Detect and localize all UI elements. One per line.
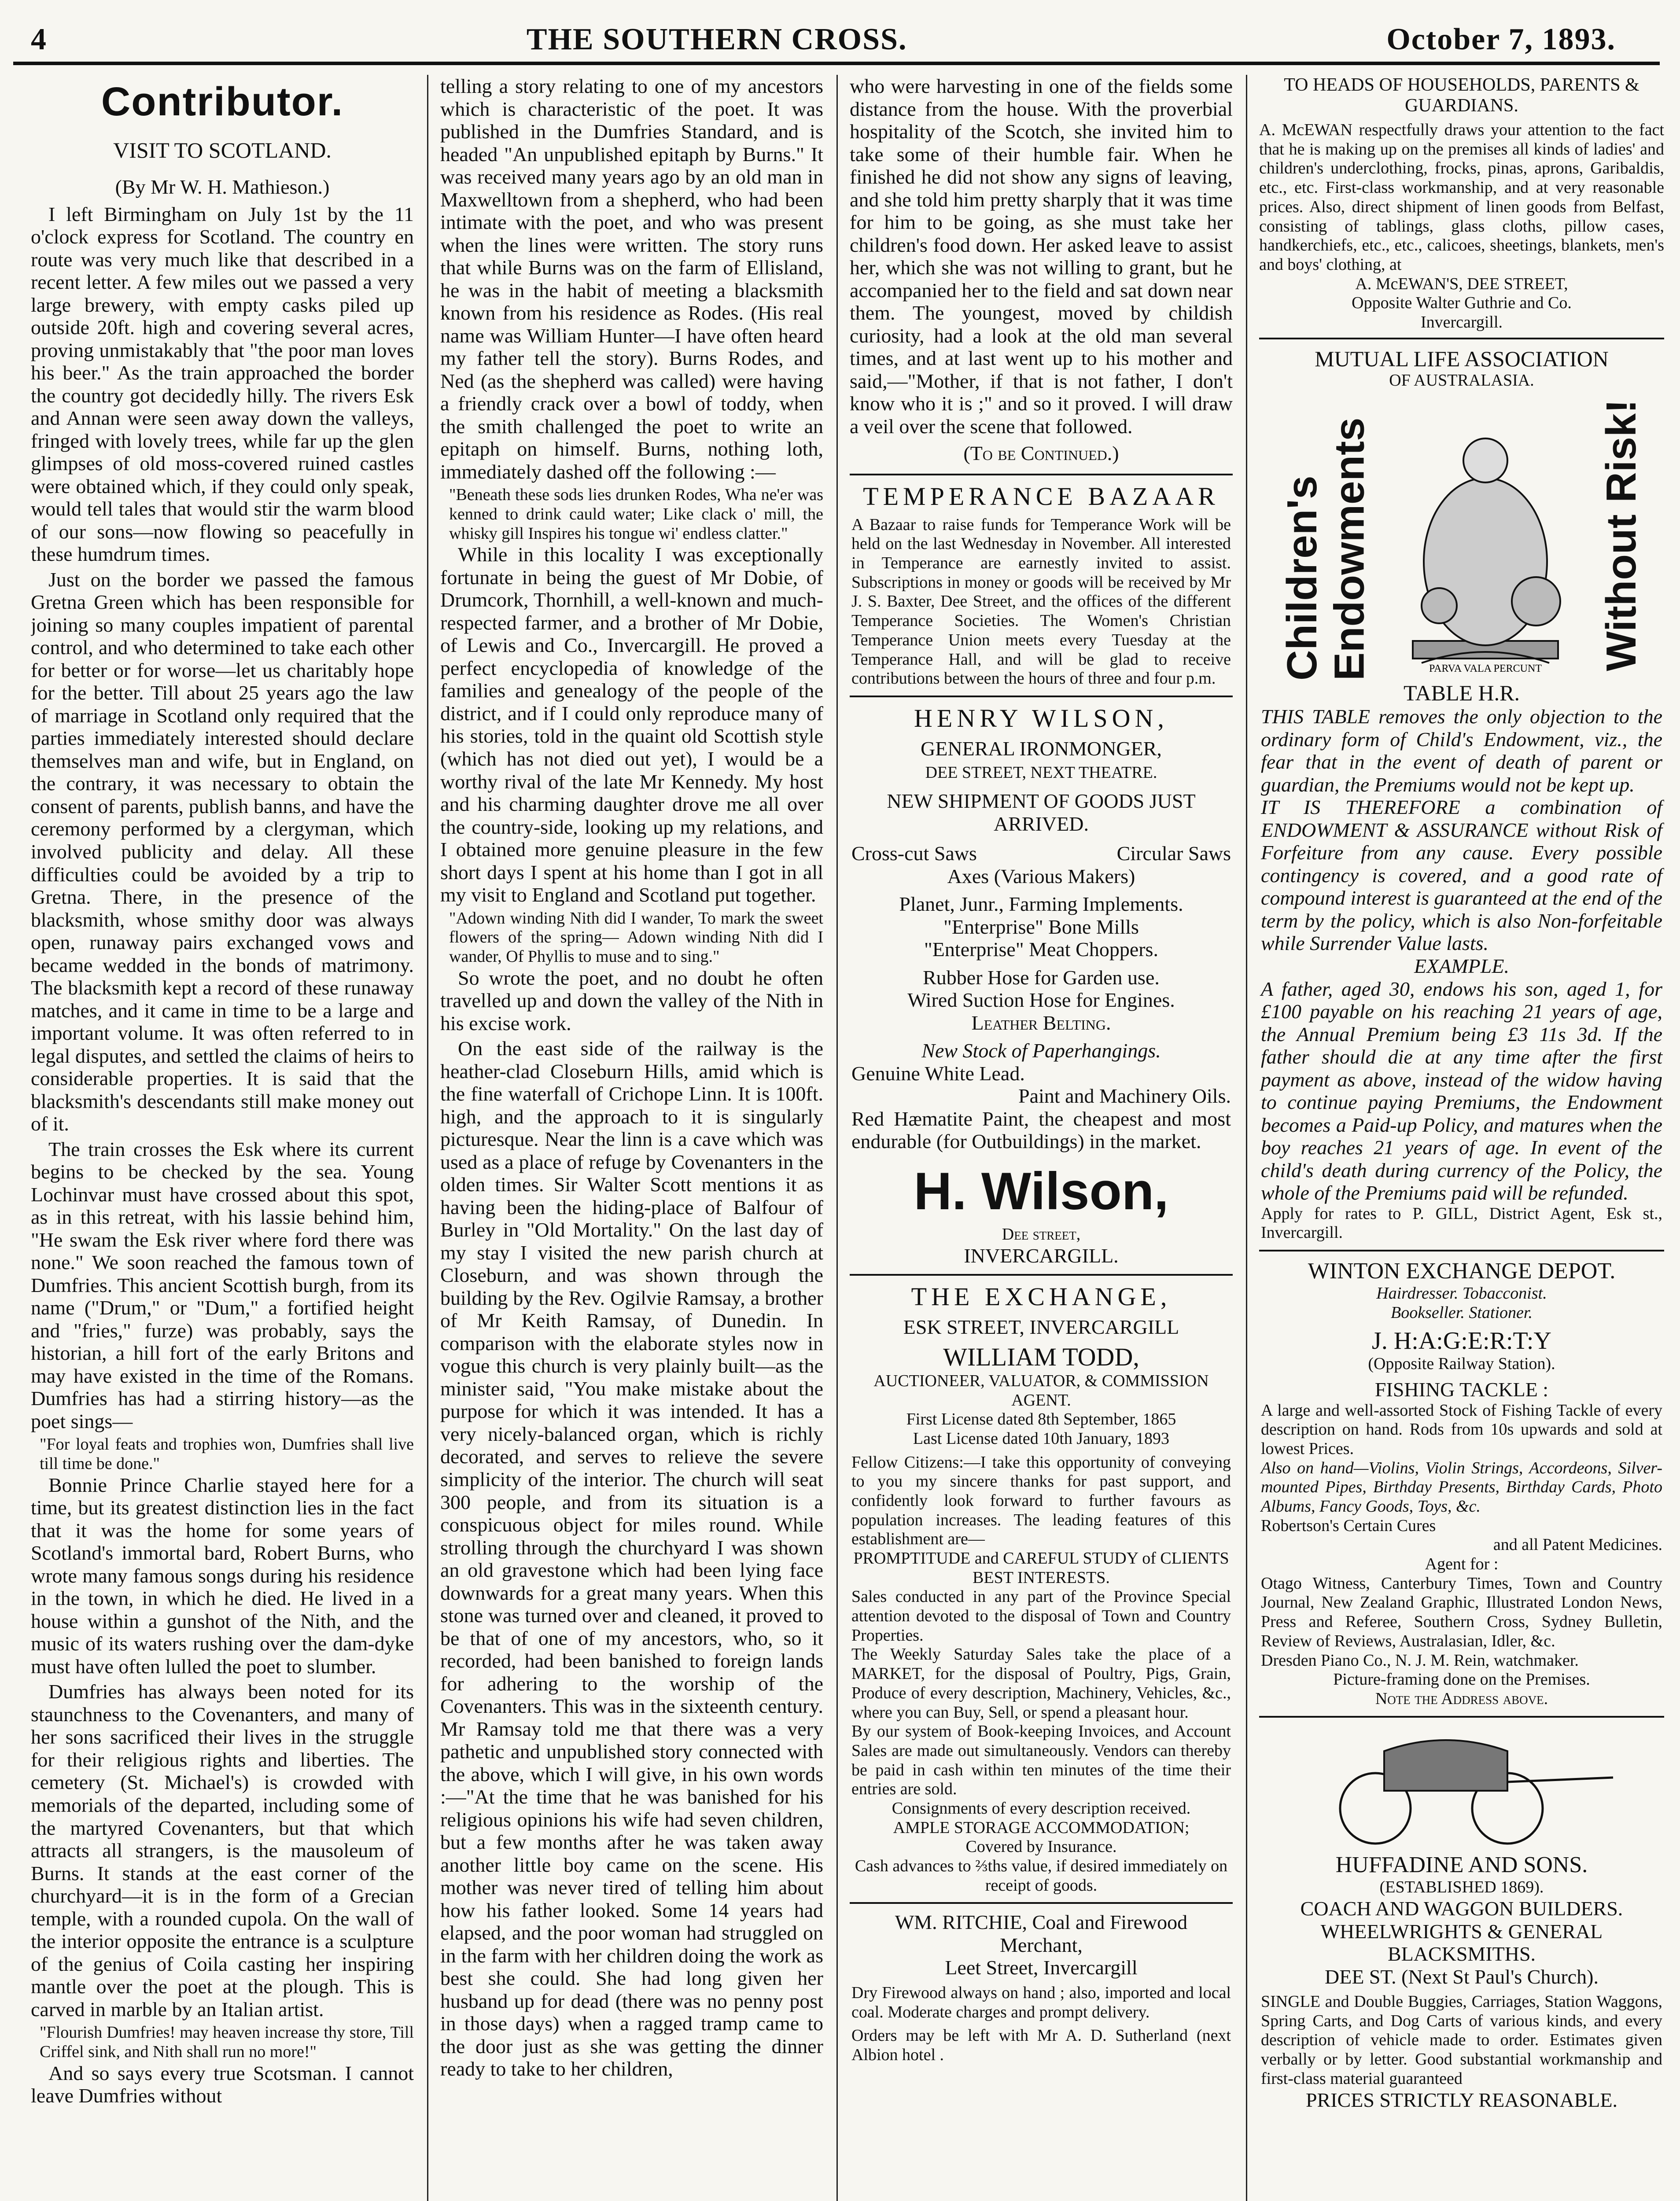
paragraph: Just on the border we passed the famous Gretna Green which has been responsible for joining so many couples impatient of parental control, and who determined to take each other for better or for worse—let us charitably hope for the better. Till about 25 years ago the law of marriage in Scotland only required that the parties immediately interested should declare themselves man and wife, but in England, on the contrary, it was necessary to obtain the consent of parents, publish banns, and have the ceremony performed by a clergyman, which involved publicity and delay. All these difficulties could be avoided by a trip to Gretna. There, in the presence of the blacksmith, whose smithy door was always open, runaway pairs exchanged vows and became wedded in the bonds of matrimony. The blacksmith kept a record of these runaway matches, and it came in time to be a large and important volume. It was often referred to in legal disputes, and settled the claims of heirs to considerable properties. It is said that the blacksmith's descendants still make money out of it. (31, 568, 414, 1135)
ad-item: Wired Suction Hose for Engines. (907, 989, 1175, 1012)
ad-line: PRICES STRICTLY REASONABLE. (1305, 2088, 1618, 2111)
wilson-ad (850, 696, 1233, 1274)
wilson-signature: H. Wilson, (914, 1161, 1169, 1221)
issue-date: October 7, 1893. (1386, 22, 1616, 56)
paragraph: And so says every true Scotsman. I cannot leave Dumfries without (31, 2061, 414, 2107)
ad-line: Robertson's Certain Cures (1261, 1516, 1436, 1535)
ad-address: ESK STREET, INVERCARGILL (903, 1316, 1179, 1339)
ad-line: First License dated 8th September, 1865 (906, 1410, 1176, 1429)
ribbon-left: Children's Endowments (1278, 417, 1373, 681)
verse: "Beneath these sods lies drunken Rodes, Wha ne'er was kenned to drink cauld water; Like clack o' mill, the whisky gill Inspires his tongue wi' endless clatter." (449, 486, 823, 543)
paragraph: Dumfries has always been noted for its staunchness to the Covenanters, and many of her sons sacrificed their lives in the struggle for their religious rights and liberties. The cemetery (St. Michael's) is crowded with memorials of the departed, including some of the martyred Covenanters, but that which attracts all strangers, is the mausoleum of Burns. It stands at the east corner of the churchyard—it is in the form of a Grecian temple, with a rounded cupola. On the wall of the interior opposite the entrance is a sculpture of the genius of Coila casting her inspiring mantle over the poet at the plough. This is carved in marble by an Italian artist. (31, 1680, 414, 2021)
ad-body: A Bazaar to raise funds for Temperance Work will be held on the last Wednesday in November. All interested in Temperance are earnestly invited to assist. Subscriptions in money or goods will be received by Mr J. S. Baxter, Dee Street, and the offices of the different Temperance Societies. The Women's Christian Temperance Union meets every Tuesday at the Temperance Hall, and will be glad to receive contributions between the hours of three and four p.m. (851, 515, 1231, 688)
ad-line: FISHING TACKLE : (1374, 1378, 1549, 1401)
ad-body: A. McEWAN respectfully draws your attention to the fact that he is making up on the premises all kinds of ladies' and children's underclothing, frocks, pinas, aprons, Garibaldis, etc., etc. First-class workmanship, and at very reasonable prices. Also, direct shipment of linen goods from Belfast, consisting of tablings, glass cloths, pillow cases, handkerchiefs, etc., etc., calicoes, sheetings, blankets, men's and boys' clothing, at (1259, 121, 1664, 274)
ad-item: Genuine White Lead. (851, 1062, 1025, 1085)
column-divider (1246, 75, 1247, 2201)
ad-title: HENRY WILSON, (914, 703, 1168, 732)
ad-body: The Weekly Saturday Sales take the place of a MARKET, for the disposal of Poultry, Pigs, Grain, Produce of every description, Machinery, Vehicles, &c., where you can Buy, Sell, or spend a pleasant hour. (851, 1645, 1231, 1722)
ad-subtitle: OF AUSTRALASIA. (1389, 371, 1534, 390)
ad-line: Hairdresser. Tobacconist. (1376, 1284, 1547, 1303)
winton-ad (1259, 1250, 1664, 1716)
paragraph: While in this locality I was exceptionally fortunate in being the guest of Mr Dobie, of Drumcork, Thornhill, a well-known and much-respected farmer, and a brother of Mr Dobie, of Lewis and Co., Invercargill. He proved a perfect encyclopedia of knowledge of the families and genealogy of the people of the district, and if I could only reproduce many of his stories, told in the quaint old Scottish style (which has not died out yet), I would be a worthy rival of the late Mr Kennedy. My host and his charming daughter drove me all over the country-side, looking up my relations, and I obtained more genuine pleasure in the few short days I spent at his home than I got in all my visit to England and Scotland put together. (440, 543, 823, 906)
motto: PARVA VALA PERCUNT (1429, 663, 1542, 675)
ad-item: Red Hæmatite Paint, the cheapest and most endurable (for Outbuildings) in the market. (851, 1107, 1231, 1153)
ad-title: TO HEADS OF HOUSEHOLDS, PARENTS & GUARDIANS. (1284, 75, 1639, 116)
article-title: VISIT TO SCOTLAND. (113, 138, 332, 163)
column-divider (836, 75, 838, 2201)
ad-body: Orders may be left with Mr A. D. Sutherland (next Albion hotel . (851, 2026, 1231, 2064)
ad-line: Covered by Insurance. (965, 1837, 1117, 1856)
ad-body: Sales conducted in any part of the Province Special attention devoted to the disposal of Town and Country Properties. (851, 1587, 1231, 1645)
ad-town: INVERCARGILL. (964, 1244, 1119, 1267)
verse: "Adown winding Nith did I wander, To mark the sweet flowers of the spring— Adown winding Nith did I wander, Of Phyllis to muse and to sing." (449, 909, 823, 966)
ad-line: Agent for : (1425, 1555, 1499, 1574)
ad-title: WINTON EXCHANGE DEPOT. (1308, 1259, 1616, 1284)
ad-line: AUCTIONEER, VALUATOR, & COMMISSION AGENT. (873, 1371, 1209, 1410)
paragraph: telling a story relating to one of my ancestors which is characteristic of the poet. It was published in the Dumfries Standard, and is headed "An unpublished epitaph by Burns." It was received many years ago by an old man in Maxwelltown from a shepherd, who had been intimate with the poet, and who was present when the lines were written. The story runs that while Burns was on the farm of Ellisland, he was in the habit of meeting a blacksmith known from his residence as Rodes. (His real name was William Hunter—I have often heard my father tell the story). Burns Rodes, and Ned (as the shepherd was called) were having a friendly crack over a bowl of toddy, when the smith challenged the poet to write an epitaph on himself. Burns, nothing loth, immediately dashed off the following :— (440, 75, 823, 483)
ad-line: AMPLE STORAGE ACCOMMODATION; (893, 1818, 1190, 1837)
newspaper-title: THE SOUTHERN CROSS. (526, 22, 907, 56)
verse: "For loyal feats and trophies won, Dumfries shall live till time be done." (40, 1435, 414, 1473)
paragraph: Bonnie Prince Charlie stayed here for a time, but its greatest distinction lies in the fact that it was the home for some years of Scotland's immortal bard, Robert Burns, who wrote many famous songs during his residence in the town, in which he died. He lived in a house within a gunshot of the Nith, and the music of its waters rushing over the dam-dyke must have often lulled the poet to slumber. (31, 1473, 414, 1678)
column-4 (1259, 75, 1664, 2201)
ad-item: New Stock of Paperhangings. (921, 1039, 1161, 1062)
exchange-ad (850, 1274, 1233, 1902)
ad-item: Rubber Hose for Garden use. (923, 966, 1160, 989)
ad-line: EXAMPLE. (1414, 954, 1509, 977)
column-2 (440, 75, 823, 2201)
paragraph: So wrote the poet, and no doubt he often travelled up and down the valley of the Nith in his excise work. (440, 966, 823, 1034)
ad-body: Also on hand—Violins, Violin Strings, Accordeons, Silver-mounted Pipes, Birthday Presents, Birthday Cards, Photo Albums, Fancy Goods, Toys, &c. (1261, 1458, 1662, 1516)
column-1 (31, 75, 414, 2201)
page-number: 4 (31, 22, 47, 56)
ad-line: and all Patent Medicines. (1493, 1535, 1662, 1554)
ad-title: MUTUAL LIFE ASSOCIATION (1315, 346, 1609, 371)
verse: "Flourish Dumfries! may heaven increase thy store, Till Criffel sink, and Nith shall run no more!" (40, 2023, 414, 2061)
ad-title: TEMPERANCE BAZAAR (863, 482, 1219, 511)
ad-line: WHEELWRIGHTS & GENERAL BLACKSMITHS. (1320, 1920, 1603, 1965)
ad-address: DEE STREET, NEXT THEATRE. (925, 763, 1157, 782)
ad-line: COACH AND WAGGON BUILDERS. (1300, 1897, 1623, 1920)
column-3 (850, 75, 1233, 2201)
ad-address: DEE ST. (Next St Paul's Church). (1325, 1965, 1599, 1988)
ad-line: Consignments of every description received. (892, 1799, 1191, 1818)
ad-item: Paint and Machinery Oils. (1018, 1085, 1231, 1108)
ad-line: Opposite Walter Guthrie and Co. (1352, 294, 1572, 313)
paragraph: I left Birmingham on July 1st by the 11 o'clock express for Scotland. The country en route was very much like that described in a recent letter. A few miles out we passed a very large brewery, with empty casks piled up outside 20ft. high and covering several acres, proving unmistakably that "the poor man loves his beer." As the train approached the border the country got decidedly hilly. The rivers Esk and Annan were seen away down the valleys, fringed with lovely trees, while far up the glen glimpses of old moss-covered ruined castles were obtained which, if they could only speak, would tell tales that would stir the warm blood of our sons—now flowing so peacefully in these humdrum times. (31, 202, 414, 566)
ad-body: Dry Firewood always on hand ; also, imported and local coal. Moderate charges and prompt delivery. (851, 1983, 1231, 2021)
table-label: TABLE H.R. (1403, 681, 1520, 706)
ad-body: SINGLE and Double Buggies, Carriages, Station Waggons, Spring Carts, and Dog Carts of various kinds, and every description of vehicle made to order. Estimates given verbally or by letter. Good substantial workmanship and first-class material guaranteed (1261, 1992, 1662, 2088)
ad-item: "Enterprise" Bone Mills (943, 915, 1139, 938)
ad-item: Planet, Junr., Farming Implements. (899, 893, 1183, 916)
ad-address: Dee street, (1002, 1225, 1081, 1244)
ad-body: By our system of Book-keeping Invoices, and Account Sales are made out simultaneously. Vendors can thereby be paid in cash within ten minutes of the time their entries are sold. (851, 1722, 1231, 1799)
allegory-illustration (1382, 394, 1589, 676)
ad-body: Dresden Piano Co., N. J. M. Rein, watchmaker. (1261, 1651, 1579, 1670)
ad-line: Picture-framing done on the Premises. (1333, 1670, 1590, 1689)
ad-body: A father, aged 30, endows his son, aged 1, for £100 payable on his reaching 21 years of age, the Annual Premium being £3 11s 3d. If the father should die at any time after the first payment as above, instead of the widow having to continue paying Premiums, the Endowment becomes a Paid-up Policy, and matures when the boy reaches 21 years of age. In event of the child's death during currency of the Policy, the whole of the Premiums paid will be refunded. (1261, 977, 1662, 1204)
ritchie-ad (850, 1902, 1233, 2072)
ad-item: Leather Belting. (971, 1011, 1111, 1034)
paragraph: On the east side of the railway is the heather-clad Closeburn Hills, amid which is the fine waterfall of Crichope Linn. It is 100ft. high, and the approach to it is singularly picturesque. Near the linn is a cave which was used as a place of refuge by Covenanters in the olden times. Sir Walter Scott mentions it as having been the hiding-place of Balfour of Burley in "Old Mortality." On the last day of my stay I visited the new parish church at Closeburn, and was shown through the building by the Rev. Ogilvie Ramsay, a brother of Mr Keith Ramsay, of Dunedin. In comparison with the elaborate styles now in vogue this church is very plainly built—as the minister said, "You make mistake about the purpose for which it was intended. It has a very nicely-balanced organ, which is richly decorated, and serves to relieve the severe simplicity of the interior. The church will seat 300 people, and from its situation is a conspicuous object for miles round. While strolling through the churchyard I was shown an old gravestone which had been lying face downwards for a great many years. When this stone was turned over and cleaned, it proved to be that of one of my ancestors, who, so it recorded, had been banished to foreign lands for adhering to the worship of the Covenanters. This was in the sixteenth century. Mr Ramsay told me that there was a very pathetic and unpublished story connected with the above, which I will give, in his own words :—"At the time that he was banished for his religious opinions his wife had seven children, but a few months after he was taken away another little boy came on the scene. His mother was never tired of telling him about how his father looked. Some 14 years had elapsed, and the poor woman had struggled on in the farm with her children doing the work as best she could. She had long given her husband up for dead (there was no penny post in those days) when a ragged tramp came to the door just as she was getting the dinner ready to take to her children, (440, 1037, 823, 2080)
ad-address: Leet Street, Invercargill (945, 1956, 1138, 1979)
ad-body: IT IS THEREFORE a combination of ENDOWMENT & ASSURANCE without Risk of Forfeiture from any cause. Every possible contingency is covered, and a good rate of compound interest is guaranteed at the end of the term by the policy, which is also Non-forfeitable while Surrender Value lasts. (1261, 796, 1662, 955)
ad-item: Circular Saws (1116, 842, 1231, 865)
ad-subtitle: GENERAL IRONMONGER, (921, 737, 1162, 760)
ad-line: Note the Address above. (1375, 1689, 1548, 1708)
ad-address: A. McEWAN'S, DEE STREET, (1355, 274, 1568, 293)
buggy-illustration (1261, 1725, 1657, 1848)
ad-line: (ESTABLISHED 1869). (1379, 1878, 1544, 1897)
ad-body: A large and well-assorted Stock of Fishing Tackle of every description on hand. Rods from 10s upwards and sold at lowest Prices. (1261, 1401, 1662, 1458)
paragraph: who were harvesting in one of the fields some distance from the house. With the proverbial hospitality of the Scotch, she invited him to take some of their humble fair. When he finished he did not show any signs of leaving, and she told him pretty sharply that it was time for him to be going, as she must take her children's food down. Her asked leave to assist her, which she was not willing to grant, but he accompanied her to the field and sat down near them. The youngest, moved by childish curiosity, had a look at the old man several times, and at last went up to his mother and said,—"Mother, if that is not father, I don't know who it is ;" and so it proved. I will draw a veil over the scene that followed. (850, 75, 1233, 438)
ad-item: Cross-cut Saws (851, 842, 977, 865)
ad-line: Last License dated 10th January, 1893 (913, 1429, 1170, 1448)
ad-body: Fellow Citizens:—I take this opportunity of conveying to you my sincere thanks for past support, and confidently look forward to further favours as population increases. The leading features of this establishment are— (851, 1453, 1231, 1549)
section-heading: Contributor. (101, 79, 344, 124)
ad-line: Bookseller. Stationer. (1391, 1303, 1533, 1322)
ad-body: Otago Witness, Canterbury Times, Town and Country Journal, New Zealand Graphic, Illustrated London News, Press and Referee, Southern Cross, Sydney Bulletin, Review of Reviews, Australasian, Idler, &c. (1261, 1574, 1662, 1650)
ad-line: Merchant, (1000, 1933, 1083, 1956)
ad-title: WM. RITCHIE, Coal and Firewood (895, 1911, 1188, 1934)
proprietor-name: J. H:A:G:E:R:T:Y (1372, 1327, 1551, 1354)
paragraph: The train crosses the Esk where its current begins to be checked by the sea. Young Lochinvar must have crossed about this spot, as in this retreat, with his lassie behind him, "He swam the Esk river where ford there was none." We soon reached the famous town of Dumfries. This ancient Scottish burgh, from its name ("Drum," or "Dum," a fortified height and "fries," furze) was probably, says the historian, a hill fort of the early Britons and may have existed in the time of the Romans. Dumfries has had a stirring history—as the poet sings— (31, 1137, 414, 1432)
column-divider (427, 75, 428, 2201)
masthead (31, 18, 1616, 62)
auctioneer-name: WILLIAM TODD, (943, 1342, 1139, 1371)
huffadine-ad (1259, 1716, 1664, 2118)
ad-town: Invercargill. (1420, 313, 1503, 331)
masthead-rule (13, 62, 1660, 65)
ad-item: Axes (Various Makers) (947, 865, 1135, 887)
ribbon-right: Without Risk! (1597, 399, 1645, 672)
ad-line: PROMPTITUDE and CAREFUL STUDY of CLIENTS BEST INTERESTS. (853, 1549, 1229, 1587)
temperance-ad (850, 474, 1233, 696)
ad-item: "Enterprise" Meat Choppers. (924, 938, 1158, 961)
ad-title: HUFFADINE AND SONS. (1335, 1852, 1588, 1878)
byline: (By Mr W. H. Mathieson.) (115, 176, 330, 199)
ad-body: THIS TABLE removes the only objection to the ordinary form of Child's Endowment, viz., the fear that in the event of death of parent or guardian, the Premiums would not be kept up. (1261, 705, 1662, 796)
ad-line: (Opposite Railway Station). (1368, 1354, 1555, 1373)
ad-title: THE EXCHANGE, (911, 1282, 1172, 1311)
ad-line: NEW SHIPMENT OF GOODS JUST ARRIVED. (887, 790, 1196, 835)
mutual-life-ad (1259, 338, 1664, 1250)
ad-line: Cash advances to ⅔ths value, if desired immediately on receipt of goods. (855, 1857, 1228, 1895)
ad-line: Apply for rates to P. GILL, District Agent, Esk st., Invercargill. (1261, 1204, 1662, 1242)
to-be-continued: (To be Continued.) (963, 442, 1119, 465)
